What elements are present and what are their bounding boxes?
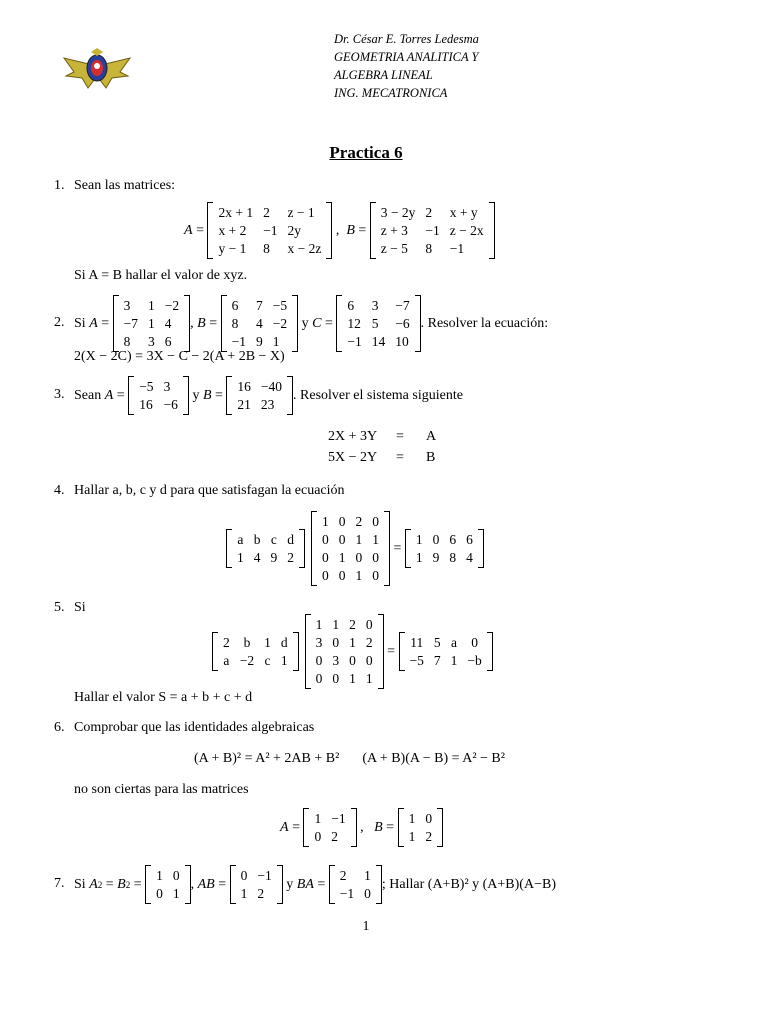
matrix-cell: 11 (410, 635, 424, 650)
matrix-cell: 0 (372, 568, 379, 583)
matrix-cell: 0 (365, 617, 373, 632)
matrix-cell: 2 (339, 868, 347, 883)
matrix-cell: 1 (364, 868, 371, 883)
matrix-cell: c (264, 653, 271, 668)
matrix-cell: −7 (123, 316, 139, 331)
problem-2-equation: 2(X − 2C) = 3X − C − 2(A + 2B − X) (74, 349, 285, 364)
matrix-cell: 2 (349, 617, 356, 632)
problem-4-number: 4. (54, 483, 65, 498)
matrix-cell: 0 (332, 635, 340, 650)
problem-2-tail: . Resolver la ecuación: (420, 315, 549, 331)
matrix-cell: b (253, 532, 261, 547)
matrix-cell: a (223, 653, 230, 668)
matrix-A (303, 808, 356, 847)
matrix-M2 (311, 511, 390, 586)
matrix-cell: −6 (163, 397, 178, 412)
matrix-cell: 0 (240, 868, 248, 883)
matrix-cell: 1 (332, 617, 340, 632)
matrix-cell: −2 (272, 316, 288, 331)
matrix-cell: −5 (409, 653, 424, 668)
matrix-cell: 8 (263, 241, 270, 256)
matrix-cell: −1 (339, 886, 355, 901)
matrix-cell: 0 (425, 811, 433, 826)
matrix-cell: 3 (163, 379, 171, 394)
matrix-cell: a (237, 532, 244, 547)
matrix-cell: −5 (139, 379, 154, 394)
problem-4-intro: Hallar a, b, c y d para que satisfagan la ecuación (74, 483, 345, 498)
matrix-cell: 6 (164, 334, 172, 349)
matrix-M1 (226, 529, 305, 568)
matrix-cell: d (287, 532, 294, 547)
matrix-cell: 4 (253, 550, 261, 565)
matrix-cell: 3 − 2y (380, 205, 416, 220)
problem-6-number: 6. (54, 720, 65, 735)
matrix-cell: 2 (257, 886, 265, 901)
matrix-cell: 1 (148, 316, 155, 331)
matrix-cell: −1 (331, 811, 346, 826)
matrix-cell: 1 (237, 550, 244, 565)
matrix-cell: b (243, 635, 251, 650)
matrix-cell: 0 (332, 671, 340, 686)
matrix-cell: 1 (372, 532, 379, 547)
problem-1-question: Si A = B hallar el valor de xyz. (74, 268, 248, 283)
matrix-cell: 1 (148, 298, 155, 313)
matrix-M3 (399, 632, 493, 671)
matrix-cell: 5 (433, 635, 441, 650)
matrix-cell: 0 (372, 514, 379, 529)
university-crest-logo (62, 46, 132, 92)
matrix-cell: 9 (256, 334, 263, 349)
matrix-cell: 0 (355, 550, 363, 565)
matrix-BA (329, 865, 382, 904)
matrix-cell: 1 (240, 886, 248, 901)
problem-2-number: 2. (54, 315, 65, 330)
matrix-cell: 0 (172, 868, 180, 883)
matrix-cell: 2 (425, 205, 433, 220)
matrix-cell: 0 (322, 532, 329, 547)
matrix-cell: −1 (231, 334, 246, 349)
matrix-cell: z − 2x (449, 223, 484, 238)
matrix-cell: 1 (172, 886, 180, 901)
matrix-cell: 6 (466, 532, 473, 547)
matrix-cell: 1 (355, 532, 363, 547)
matrix-cell: 1 (408, 811, 416, 826)
matrix-cell: 1 (415, 532, 423, 547)
identity-2: (A + B)(A − B) = A² − B² (362, 751, 505, 766)
matrix-cell: 0 (338, 514, 346, 529)
matrix-cell: 10 (395, 334, 409, 349)
matrix-cell: 2 (263, 205, 270, 220)
matrix-cell: 2 (425, 829, 433, 844)
matrix-cell: 0 (471, 635, 478, 650)
problem-5-equation: 2 b 1 d a −2 c 1 1 1 2 0 3 0 1 2 0 3 0 0 0 0 1 1 = 11 5 a 0 −5 7 1 −b (212, 614, 493, 689)
matrix-cell: 7 (256, 298, 263, 313)
matrix-cell: 1 (355, 568, 363, 583)
matrix-cell: d (280, 635, 288, 650)
matrix-cell: 8 (449, 550, 457, 565)
matrix-cell: 0 (349, 653, 356, 668)
matrix-cell: 0 (372, 550, 379, 565)
page-number: 1 (362, 919, 370, 934)
problem-5-number: 5. (54, 600, 65, 615)
matrix-cell: x + y (449, 205, 478, 220)
matrix-cell: 7 (433, 653, 441, 668)
matrix-cell: 8 (123, 334, 131, 349)
matrix-cell: 2 (331, 829, 338, 844)
matrix-cell: 0 (156, 886, 163, 901)
problem-4-equation: a b c d 1 4 9 2 1 0 2 0 0 0 1 1 0 1 0 0 0 0 1 0 = 1 0 6 6 1 9 8 4 (226, 511, 484, 586)
problem-5-question: Hallar el valor S = a + b + c + d (74, 690, 253, 705)
matrix-cell: 1 (272, 334, 280, 349)
matrix-cell: 8 (425, 241, 433, 256)
problem-6-intro: Comprobar que las identidades algebraicas (74, 720, 315, 735)
matrix-A (128, 376, 189, 415)
matrix-cell: 21 (237, 397, 251, 412)
matrix-cell: 0 (322, 568, 329, 583)
problem-1-intro: Sean las matrices: (74, 178, 176, 193)
matrix-AB (230, 865, 283, 904)
matrix-cell: z − 1 (287, 205, 315, 220)
matrix-cell: 5 (371, 316, 379, 331)
matrix-M1 (212, 632, 299, 671)
matrix-cell: −6 (395, 316, 410, 331)
author-header (334, 30, 479, 102)
problem-6-middle: no son ciertas para las matrices (74, 782, 249, 797)
matrix-cell: x + 2 (218, 223, 247, 238)
matrix-cell: 0 (315, 671, 323, 686)
matrix-cell: 1 (338, 550, 346, 565)
problem-7-tail: ; Hallar (A+B)² y (A+B)(A−B) (381, 876, 556, 892)
matrix-cell: −1 (347, 334, 362, 349)
matrix-cell: 1 (349, 671, 356, 686)
matrix-identity (145, 865, 191, 904)
matrix-cell: 9 (432, 550, 440, 565)
matrix-cell: 1 (365, 671, 373, 686)
matrix-B (370, 202, 495, 259)
problem-3-system: 2X + 3Y = A 5X − 2Y = B (328, 429, 437, 465)
matrix-cell: 0 (338, 568, 346, 583)
problem-2-matrices: Si A = 3 1 −2 −7 1 4 8 3 6 , B = 6 7 −5 8 4 −2 −1 9 1 y C = 6 3 −7 12 5 −6 −1 14 10 . Resolver la ecuación: (74, 295, 548, 352)
course-line-1: GEOMETRIA ANALITICA Y (334, 50, 479, 64)
matrix-cell: −1 (263, 223, 278, 238)
matrix-cell: 3 (332, 653, 340, 668)
problem-6-matrices: A = 1 −1 0 2 , B = 1 0 1 2 (280, 808, 443, 847)
matrix-cell: 6 (347, 298, 355, 313)
matrix-cell: 0 (315, 653, 323, 668)
matrix-cell: −40 (260, 379, 283, 394)
matrix-cell: x − 2z (287, 241, 322, 256)
matrix-cell: −7 (395, 298, 410, 313)
matrix-cell: 1 (415, 550, 423, 565)
matrix-cell: 2x + 1 (218, 205, 254, 220)
matrix-cell: 14 (371, 334, 386, 349)
matrix-cell: 8 (231, 316, 239, 331)
matrix-cell: a (451, 635, 458, 650)
matrix-cell: 1 (314, 811, 322, 826)
matrix-cell: 0 (365, 653, 373, 668)
matrix-cell: 4 (256, 316, 263, 331)
matrix-cell: 4 (466, 550, 473, 565)
matrix-cell: −2 (164, 298, 180, 313)
matrix-cell: y − 1 (218, 241, 247, 256)
program-line: ING. MECATRONICA (334, 86, 448, 100)
matrix-cell: 1 (322, 514, 329, 529)
matrix-cell: 0 (364, 886, 371, 901)
matrix-cell: 3 (123, 298, 131, 313)
matrix-cell: 1 (264, 635, 271, 650)
identity-1: (A + B)² = A² + 2AB + B² (194, 751, 340, 766)
matrix-cell: 0 (314, 829, 322, 844)
problem-3-number: 3. (54, 387, 65, 402)
problem-3-tail: . Resolver el sistema siguiente (293, 387, 463, 403)
matrix-cell: 1 (280, 653, 288, 668)
matrix-cell: 0 (322, 550, 329, 565)
matrix-cell: 1 (450, 653, 458, 668)
matrix-cell: 16 (139, 397, 153, 412)
matrix-cell: 12 (347, 316, 361, 331)
matrix-M2 (305, 614, 384, 689)
page-title: Practica 6 (329, 143, 403, 162)
matrix-C (336, 295, 420, 352)
matrix-cell: 2y (287, 223, 301, 238)
matrix-cell: 9 (270, 550, 278, 565)
matrix-cell: 0 (432, 532, 440, 547)
matrix-cell: 1 (408, 829, 416, 844)
problem-5-intro: Si (74, 600, 86, 615)
course-line-2: ALGEBRA LINEAL (334, 68, 433, 82)
problem-7-statement: Si A 2 = B 2 = 1 0 0 1 , AB = 0 −1 1 2 y BA = 2 1 −1 0 ; Hallar (A+B)² y (A+B)(A−B) (74, 865, 556, 904)
matrix-cell: 2 (223, 635, 230, 650)
matrix-cell: 6 (449, 532, 457, 547)
matrix-A (207, 202, 332, 259)
problem-1-matrices: A = 2x + 1 2 z − 1 x + 2 −1 2y y − 1 8 x − 2z , B = 3 − 2y 2 x + y z + 3 −1 z − 2x z − 5 8 −1 (184, 202, 495, 259)
matrix-cell: 4 (164, 316, 172, 331)
matrix-cell: 6 (231, 298, 239, 313)
matrix-cell: 2 (365, 635, 373, 650)
author-name: Dr. César E. Torres Ledesma (334, 32, 479, 46)
matrix-cell: 2 (287, 550, 294, 565)
matrix-cell: c (270, 532, 277, 547)
matrix-cell: −1 (449, 241, 465, 256)
matrix-cell: 1 (156, 868, 163, 883)
matrix-B (398, 808, 444, 847)
matrix-cell: 3 (315, 635, 323, 650)
matrix-cell: −b (467, 653, 482, 668)
matrix-cell: 1 (315, 617, 323, 632)
matrix-cell: −2 (239, 653, 255, 668)
problem-3-matrices: Sean A = −5 3 16 −6 y B = 16 −40 21 23 . Resolver el sistema siguiente (74, 376, 463, 415)
matrix-cell: z + 3 (380, 223, 408, 238)
matrix-cell: 1 (349, 635, 356, 650)
matrix-B (226, 376, 293, 415)
matrix-cell: 3 (148, 334, 155, 349)
problem-6-identities (194, 751, 505, 767)
matrix-cell: z − 5 (380, 241, 408, 256)
matrix-cell: −1 (425, 223, 440, 238)
problem-7-number: 7. (54, 876, 65, 891)
matrix-cell: −1 (257, 868, 272, 883)
matrix-B (221, 295, 299, 352)
matrix-cell: 23 (260, 397, 275, 412)
matrix-cell: 0 (338, 532, 346, 547)
matrix-cell: −5 (272, 298, 288, 313)
matrix-cell: 3 (371, 298, 379, 313)
matrix-cell: 16 (237, 379, 251, 394)
problem-1-number: 1. (54, 178, 65, 193)
matrix-M3 (405, 529, 484, 568)
matrix-A (113, 295, 191, 352)
matrix-cell: 2 (355, 514, 363, 529)
